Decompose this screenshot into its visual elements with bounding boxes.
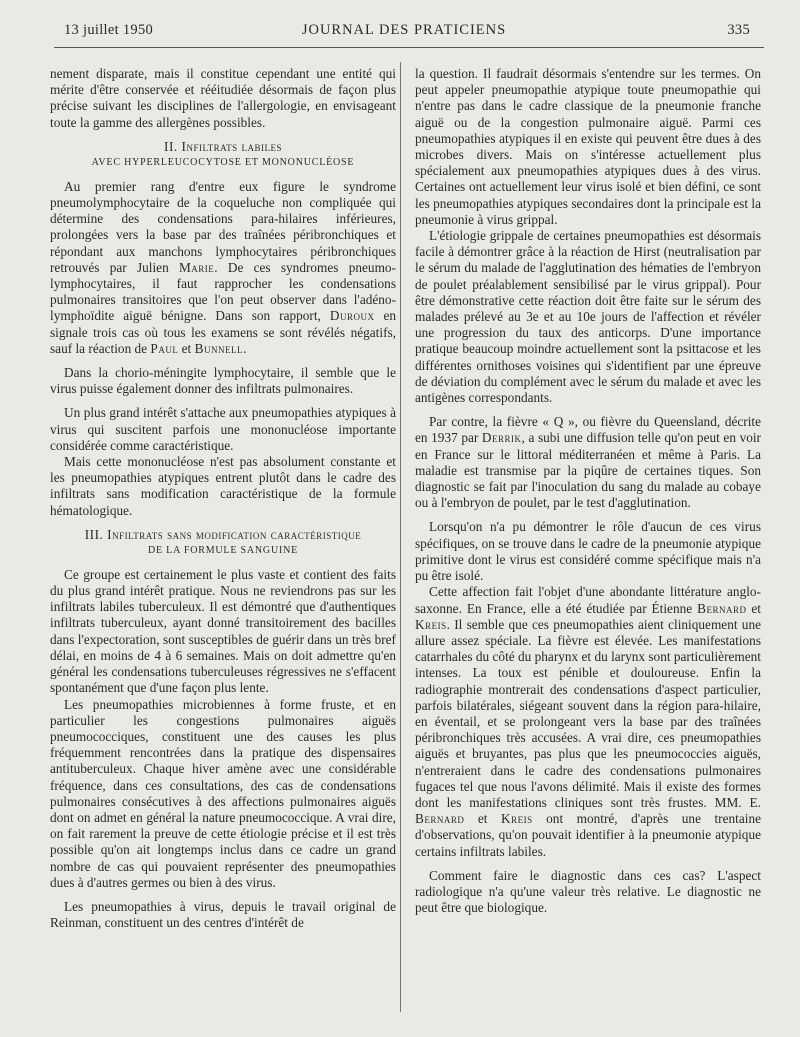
author-name: Paul	[150, 340, 179, 356]
paragraph: Un plus grand intérêt s'attache aux pneumopathies atypiques à virus qui suscitent parfois une mononucléose importante considérée comme caractéristique.	[50, 405, 396, 453]
section-heading-3	[50, 527, 396, 559]
page-header	[58, 22, 750, 44]
paragraph: Cette affection fait l'objet d'une abondante littérature anglo-saxonne. En France, elle a été étudiée par Étienne Bernard et Kreis. Il semble que ces pneumopathies aient cliniquement une allure assez spéciale. La fièvre est élevée. Les manifestations catarrhales du côté du pharynx et du larynx sont particulièrement intenses. La toux est pénible et douloureuse. Enfin la radiographie montrerait des condensations d'aspect particulier, parfois bilatérales, siégeant souvent dans la région para-hilaire, en éventail, et se prolongeant vers la base par des traînées péribronchiques très accusées. A vrai dire, ces pneumopathies aiguës et bruyantes, pas plus que les pneumococcies aiguës, n'entreraient dans le cadre des condensations pulmonaires fugaces tel que nous l'avons délimité. Mais il existe des formes dont les manifestations cliniques sont très frustes. MM. E. Bernard et Kreis ont montré, d'après une trentaine d'observations, qu'on pouvait identifier à la pneumonie atypique certains infiltrats labiles.	[415, 584, 761, 859]
author-name: Duroux	[329, 308, 375, 324]
paragraph: la question. Il faudrait désormais s'entendre sur les termes. On peut appeler pneumopathie atypique toute pneumopathie qui n'entre pas dans le cadre classique de la pneumonie franche aiguë ou de la congestion pulmonaire aiguë. Parmi ces pneumopathies atypiques il en existe qui peuvent être dues à des microbes divers. Mais on s'intéresse actuellement plus spécialement aux pneumopathies atypiques dues à des virus. Certaines ont actuellement leur virus isolé et bien défini, ce sont les pneumopathies atypiques secondaires dont la principale est la pneumonie à virus grippal.	[415, 66, 761, 227]
paragraph: Lorsqu'on n'a pu démontrer le rôle d'aucun de ces virus spécifiques, on se trouve dans le cadre de la pneumonie atypique primitive dont le virus est considéré comme spécifique mais n'a pu être isolé.	[415, 519, 761, 584]
column-separator	[400, 62, 401, 1012]
paragraph: Les pneumopathies microbiennes à forme fruste, et en particulier les congestions pulmonaires aiguës pneumococciques, constituent une des causes les plus fréquemment rencontrées dans la pratique des dispensaires antituberculeux. Chaque hiver amène avec une considérable fréquence, dans ces consultations, des cas de condensations pulmonaires consécutives à des affections pulmonaires aiguës dont on admet en général la nature pneumococcique. A vrai dire, on fait rarement la preuve de cette étiologie précise et il est très possible qu'on ait longtemps inclus dans ce cadre un grand nombre de cas qui pouvaient représenter des pneumopathies dues à d'autres germes ou bien à des virus.	[50, 696, 396, 890]
section-title: II. Infiltrats labiles	[164, 138, 282, 154]
author-name: Kreis	[415, 616, 447, 632]
author-name: Bunnell	[194, 340, 243, 356]
paragraph: nement disparate, mais il constitue cependant une entité qui mérite d'être conservée et rééitudiée désormais de façon plus précise suivant les disciplines de l'allergologie, en envisageant toute la gamme des allergènes possibles.	[50, 66, 396, 130]
author-name: Derrik	[481, 430, 522, 446]
section-subtitle: AVEC HYPERLEUCOCYTOSE ET MONONUCLÉOSE	[91, 156, 355, 168]
left-column	[50, 66, 396, 931]
section-title: III. Infiltrats sans modification caractéristique	[84, 526, 362, 542]
issue-date: 13 juillet 1950	[64, 22, 154, 38]
paragraph: Ce groupe est certainement le plus vaste et contient des faits du plus grand intérêt pratique. Nous ne reviendrons pas sur les infiltrats labiles tuberculeux. Il est démontré que d'authentiques infiltrats tuberculeux, ayant donné transitoirement des bacilles dans l'expectoration, sont susceptibles de guérir dans un très bref délai, en moins de 4 à 6 semaines. Mais on doit admettre qu'en général les condensations tuberculeuses régressives ne s'effacent spontanément que d'une façon plus lente.	[50, 566, 396, 696]
paragraph: Mais cette mononucléose n'est pas absolument constante et les pneumopathies atypiques entrent plutôt dans le cadre des infiltrats sans modification caractéristique de la formule hématologique.	[50, 454, 396, 518]
author-name: Kreis	[501, 811, 533, 827]
paragraph: Comment faire le diagnostic dans ces cas? L'aspect radiologique n'a qu'une valeur très relative. Le diagnostic ne peut être que biologique.	[415, 867, 761, 916]
journal-title: JOURNAL DES PRATICIENS	[301, 22, 507, 38]
header-rule	[54, 47, 764, 48]
page-number: 335	[727, 22, 750, 38]
author-name: Bernard	[415, 811, 465, 827]
section-subtitle: DE LA FORMULE SANGUINE	[147, 544, 299, 556]
right-column	[415, 66, 761, 916]
paragraph: L'étiologie grippale de certaines pneumopathies est désormais facile à démontrer grâce à la réaction de Hirst (neutralisation par le sérum du malade de l'agglutination des hématies de l'embryon de poulet préalablement sensibilisé par le virus grippal). Pour être démonstrative cette réaction doit être faite sur le sérum des malades prélevé au 3e et au 10e jours de l'affection et révéler une progression du taux des anticorps. D'une importance pratique beaucoup moindre actuellement sont la psittacose et les différentes ornithoses voisines qui s'identifient par une épreuve de déviation du complément avec le sérum du malade et avec les antigènes correspondants.	[415, 228, 761, 406]
section-heading-2	[50, 139, 396, 171]
author-name: Marie	[178, 259, 215, 275]
paragraph: Au premier rang d'entre eux figure le syndrome pneumolymphocytaire de la coqueluche non compliquée qui détermine des condensations para-hilaires inférieures, prolongées vers la base par des traînées péribronchiques et répondant aux manchons lymphocytaires péribronchiques retrouvés par Julien Marie. De ces syndromes pneumo-lymphocytaires, il faut rapprocher les condensations pulmonaires transitoires que l'on peut observer dans l'adéno-lymphoïdite aiguë bénigne. Dans son rapport, Duroux en signale trois cas où tous les examens se sont révélés négatifs, sauf la réaction de Paul et Bunnell.	[50, 178, 396, 356]
paragraph: Les pneumopathies à virus, depuis le travail original de Reinman, constituent un des centres d'intérêt de	[50, 898, 396, 931]
paragraph: Par contre, la fièvre « Q », ou fièvre du Queensland, décrite en 1937 par Derrik, a subi une diffusion telle qu'on peut en voir en France sur le littoral méditerranéen et même à Paris. La maladie est transmise par la piqûre de certaines tiques. Son diagnostic se fait par l'inoculation du sang du malade au cobaye ou à l'embryon de poulet, par le test d'agglutination.	[415, 414, 761, 511]
paragraph: Dans la chorio-méningite lymphocytaire, il semble que le virus puisse également donner des infiltrats pulmonaires.	[50, 365, 396, 397]
author-name: Bernard	[697, 600, 747, 616]
